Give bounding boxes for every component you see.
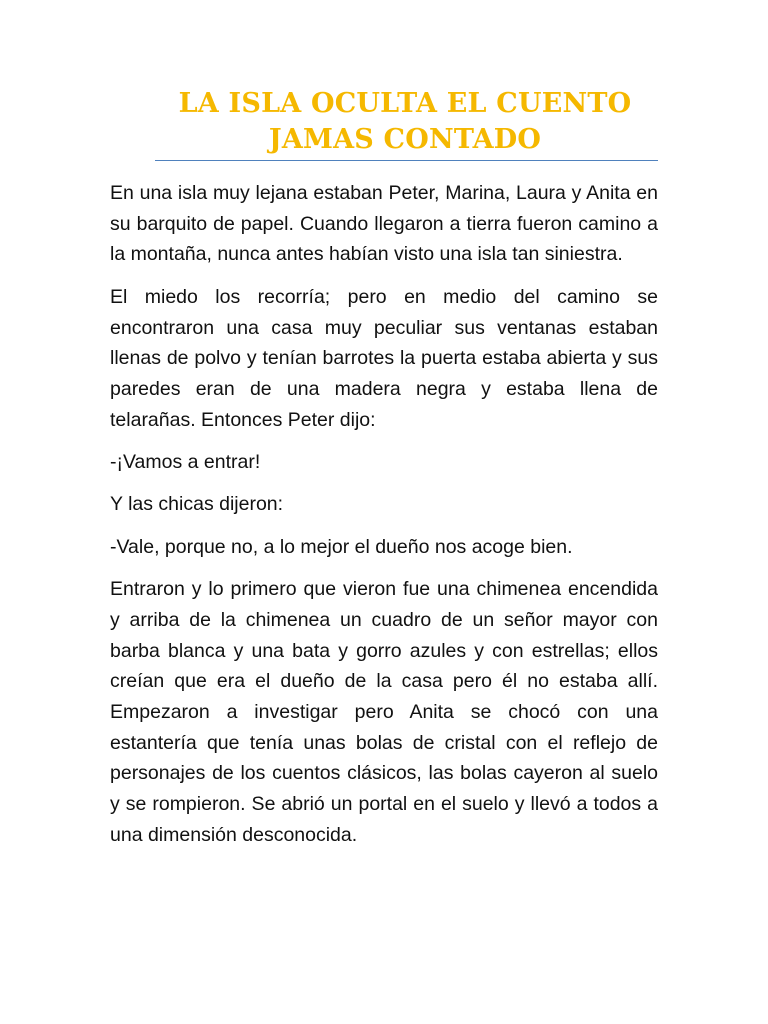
title-underline [155,160,658,161]
paragraph: Entraron y lo primero que vieron fue una chimenea encendida y arriba de la chimenea un cuadro de un señor mayor con barba blanca y una bata y gorro azules y con estrellas; ellos creían que era el dueño de la casa pero él no estaba allí. Empezaron a investigar pero Anita se chocó con una estantería que tenía unas bolas de cristal con el reflejo de personajes de los cuentos clásicos, las bolas cayeron al suelo y se rompieron. Se abrió un portal en el suelo y llevó a todos a una dimensión desconocida. [110,578,658,846]
paragraph: Y las chicas dijeron: [110,493,284,516]
title-block [152,86,658,158]
paragraph: En una isla muy lejana estaban Peter, Marina, Laura y Anita en su barquito de papel. Cuando llegaron a tierra fueron camino a la montaña, nunca antes habían visto una isla tan siniestra. [110,182,658,266]
paragraph: El miedo los recorría; pero en medio del camino se encontraron una casa muy peculiar sus ventanas estaban llenas de polvo y tenían barrotes la puerta estaba abierta y sus paredes eran de una madera negra y estaba llena de telarañas. Entonces Peter dijo: [110,285,658,431]
story-body [110,178,658,862]
paragraph: -Vale, porque no, a lo mejor el dueño nos acoge bien. [110,535,573,558]
paragraph: -¡Vamos a entrar! [110,451,261,473]
document-title: LA ISLA OCULTA EL CUENTO JAMAS CONTADO [178,88,632,155]
